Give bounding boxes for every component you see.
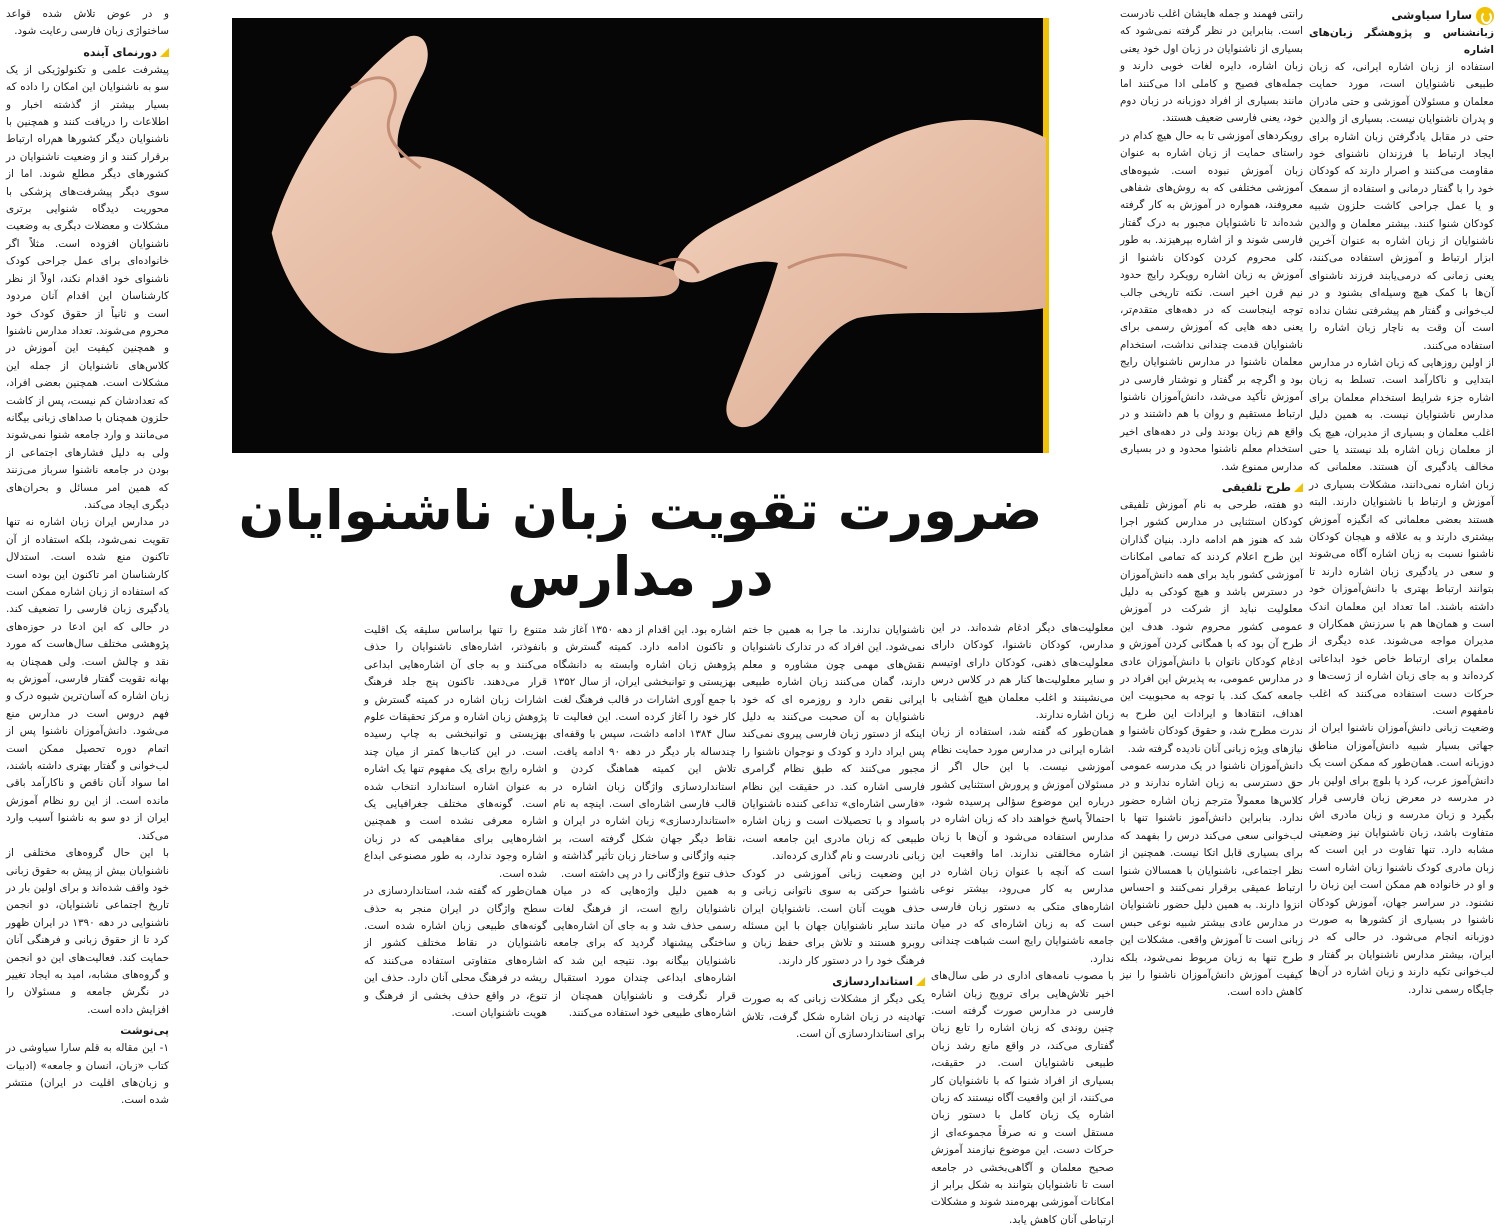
author-role: زبانشناس و پژوهشگر زبان‌های اشاره (1309, 27, 1494, 56)
paragraph: ۱- این مقاله به قلم سارا سیاوشی در کتاب «زبان، انسان و جامعه» (ادبیات و زبان‌های اقلیت در ایران) منتشر شده است. (6, 1042, 169, 1107)
headline-line-2: در مدارس (507, 545, 774, 608)
article-column-1 (1309, 6, 1494, 994)
paragraph: همان‌طور که گفته شد، استانداردسازی در سطح واژگان در ایران منجر به حذف گونه‌های طبیعی زبان اشاره شده است. ناشنوایان در نقاط مختلف کشور از اشاره‌های متفاوتی استفاده می‌کنند که ریشه در فرهنگ محلی آنان دارد. حذف این تنوع، در واقع حذف بخشی از فرهنگ و هویت ناشنوایان است. (364, 885, 547, 1019)
subheading-marker-icon (916, 977, 925, 986)
paragraph: رانتی فهمند و جمله هایشان اغلب نادرست است. بنابراین در نظر گرفته نمی‌شود که بسیاری از ناشنوایان در زبان اول خود یعنی زبان اشاره، دایره لغات خوبی دارند و جمله‌های فصیح و کاملی ادا می‌کنند اما مانند بسیاری از افراد دوزبانه در زبان دوم خود، یعنی فارسی ضعیف هستند. (1120, 8, 1303, 125)
publication-logo-icon (1476, 7, 1494, 25)
paragraph: از اولین روزهایی که زبان اشاره در مدارس ابتدایی و ناکارآمد است. تسلط به زبان اشاره جزء شرایط استخدام معلمان برای مدارس ناشنوایان نیست. به همین دلیل اغلب معلمان و بسیاری از مدیران، هیچ یک از معلمان زبان اشاره بلد نیستند یا حتی مخالف یادگیری آن هستند. معلمانی که زبان اشاره نمی‌دانند، مشکلات بسیاری در آموزش و ارتباط با ناشنوایان دارند. البته هستند بعضی معلمانی که انگیزه آموزش بیشتری دارند و به علاقه و هیجان کودکان ناشنوا نسبت به زبان اشاره آگاه می‌شوند و سعی در یادگیری زبان اشاره دارند تا بتوانند ارتباط بهتری با دانش‌آموزان خود داشته باشند. اما تعداد این معلمان اندک است و همان‌ها هم با سرزنش همکاران و مدیران مواجه می‌شوند. عده دیگری از معلمان برای ارتباط خاص خود ابداعاتی کرده‌اند و به جای زبان اشاره از ژست‌ها و حرکات دست استفاده می‌کنند که اغلب نامفهوم است. (1309, 356, 1494, 718)
paragraph: پیشرفت علمی و تکنولوژیکی از یک سو به ناشنوایان این امکان را داده که بسیار بیشتر از گذشته اخبار و اطلاعات را دریافت کنند و همچنین با ناشنوایان دیگر کشورها هم‌راه ارتباط برقرار کنند و از وضعیت ناشنوایان در کشورهای دیگر مطلع شوند. اما از سوی دیگر پیشرفت‌های پزشکی با محوریت دیدگاه شنوایی برتری مشکلات و معضلات دیگری به وضعیت ناشنوایان افزوده است. مثلاً اگر خانواده‌ای برای عمل جراحی کودک ناشنوای خود اقدام نکند، اولاً از نظر کارشناسان این اقدام آنان مردود است و ثانیاً از حقوق کودک خود محروم می‌شوند. تعداد مدارس ناشنوا و همچنین کیفیت این آموزش در کلاس‌های ناشنوایان از جمله این مشکلات است. همچنین بعضی افراد، که تعدادشان کم نیست، پس از کاشت حلزون همچنان با صداهای زبانی بیگانه می‌مانند و وارد جامعه شنوا نمی‌شوند ولی به دلیل فشارهای اجتماعی از بودن در جامعه ناشنوا سرباز می‌زنند که همین امر مسائل و بحران‌های دیگری ایجاد می‌کند. (6, 63, 169, 511)
headline (232, 478, 1049, 610)
article-column-5 (553, 622, 736, 1019)
paragraph: به همین دلیل واژه‌هایی که در میان ناشنوایان رایج است، از فرهنگ لغات رسمی حذف شد و به جای آن اشاره‌هایی ساختگی پیشنهاد گردید که برای جامعه ناشنوایان بیگانه بود. نتیجه این شد که اشاره‌های ابداعی چندان مورد استقبال قرار نگرفت و ناشنوایان همچنان از اشاره‌های طبیعی خود استفاده می‌کنند. (553, 885, 736, 1019)
paragraph: همان‌طور که گفته شد، استفاده از زبان اشاره ایرانی در مدارس مورد حمایت نظام آموزشی نیست. با این حال اگر از مسئولان آموزش و پرورش استثنایی کشور درباره این موضوع سؤالی پرسیده شود، احتمالاً پاسخ خواهند داد که زبان اشاره در مدارس استفاده می‌شود و آن‌ها با زبان اشاره مخالفتی ندارند. اما واقعیت این است که آنچه با عنوان زبان اشاره در مدارس به کار می‌رود، بیشتر نوعی اشاره‌های متکی به دستور زبان فارسی است که به زبان اشاره‌ای که در میان جامعه ناشنوایان رایج است شباهت چندانی ندارد. (931, 726, 1114, 965)
paragraph: ناشنوایان ندارند. ما جرا به همین جا ختم نمی‌شود. این افراد که در تدارک ناشنوایان نقش‌های مهمی چون مشاوره و معلم دارند، گمان می‌کنند زبان اشاره طبیعی ایرانی نقص دارد و روزمره ای که خود ناشنوایان به آن صحبت می‌کنند به دلیل اینکه از دستور زبان فارسی پیروی نمی‌کند پس ایراد دارد و کودک و نوجوان ناشنوا را مجبور می‌کنند که طبق نظام گرامری فارسی اشاره کند. در حقیقت این نظام «فارسی اشاره‌ای» تداعی کننده ناشنوایان باسواد و با تحصیلات است و زبان اشاره طبیعی که زبان مادری این جامعه است، زبانی نادرست و نام گذاری کرده‌اند. (742, 624, 925, 863)
headline-line-1: ضرورت تقویت زبان ناشنوایان (238, 479, 1043, 542)
paragraph: استفاده از زبان اشاره ایرانی، که زبان طبیعی ناشنوایان است، مورد حمایت معلمان و مسئولان آموزشی و حتی مادران و پدران ناشنوایان نیست. بسیاری از والدین حتی در مقابل یادگرفتن زبان اشاره برای ایجاد ارتباط با فرزندان ناشنوای خود مقاومت می‌کنند و اصرار دارند که کودکان خود را با گفتار درمانی و استفاده از سمعک و یا عمل جراحی کاشت حلزون شبیه کودکان شنوا کنند. بیشتر معلمان و والدین ناشنوایان از زبان اشاره به عنوان آخرین ابزار ارتباط و آموزش استفاده می‌کنند، یعنی زمانی که درمی‌یابند فرزند ناشنوای آن‌ها با کمک هیچ وسیله‌ای بشنود و در لب‌خوانی و گفتار هم پیشرفتی نشان نداده است آن وقت به ناچار زبان اشاره را استفاده می‌کنند. (1309, 61, 1494, 352)
subheading-marker-icon (1294, 483, 1303, 492)
subheading-standard: استانداردسازی (742, 972, 925, 991)
paragraph: رویکردهای آموزشی تا به حال هیچ کدام در راستای حمایت از زبان اشاره به عنوان زبان آموزش نبوده است. شیوه‌های آموزشی مختلفی که به روش‌های شفاهی معروفند، همواره در آموزش به کار گرفته شده‌اند تا ناشنوایان مجبور به درک گفتار فارسی شوند و از اشاره بپرهیزند. به طور کلی محروم کردن کودکان ناشنوا از آموزش به زبان اشاره رویکرد رایج حدود نیم قرن اخیر است. نکته تاریخی جالب توجه اینجاست که در دهه‌های متقدم‌تر، یعنی دهه هایی که آموزش رسمی برای ناشنوایان قدمت چندانی نداشت، استخدام معلمان ناشنوا در مدارس ناشنوایان رایج بود و اگرچه بر گفتار و نوشتار فارسی در آموزش تأکید می‌شد، دانش‌آموزان ناشنوا ارتباط مستقیم و روان با هم داشتند و در واقع هم زبان بودند ولی در دهه‌های اخیر استخدام معلم ناشنوا محدود و در بسیاری مدارس ممنوع شد. (1120, 129, 1303, 473)
paragraph: این وضعیت زبانی آموزشی در کودک ناشنوا حرکتی به سوی ناتوانی زبانی و حذف هویت آنان است. ناشنوایان ایران مانند سایر ناشنوایان جهان با این مسئله روبرو هستند و تلاش برای حفظ زبان و فرهنگ خود را در دستور کار دارند. (742, 867, 925, 967)
paragraph: اشاره بود. این اقدام از دهه ۱۳۵۰ آغاز شد و تاکنون ادامه دارد. کمیته گسترش و پژوهش زبان اشاره وابسته به دانشگاه بهزیستی و توانبخشی ایران، از سال ۱۳۵۲ با جمع آوری اشارات در قالب فرهنگ لغت کار خود را آغاز کرده است. این فعالیت تا سال ۱۳۸۴ ادامه داشت، سپس با وقفه‌ای چندساله بار دیگر در دهه ۹۰ ادامه یافت. تلاش این کمیته هماهنگ کردن و استانداردسازی واژگان زبان اشاره در قالب فارسی اشاره‌ای است. اینچه به نام «استانداردسازی» زبان اشاره در ایران و نقاط دیگر جهان شکل گرفته است، بر جنبه واژگانی و ساختار زبان تأثیر گذاشته و حذف تنوع واژگانی را در پی داشته است. (553, 624, 736, 880)
paragraph: یکی دیگر از مشکلات زبانی که به صورت تهادینه در زبان اشاره شکل گرفت، تلاش برای استانداردسازی آن است. (742, 993, 925, 1040)
subheading-future: دورنمای آینده (6, 43, 169, 62)
subheading-footnote: پی‌نوشت (120, 1024, 169, 1038)
paragraph: معلولیت‌های دیگر ادغام شده‌اند. در این مدارس، کودکان ناشنوا، کودکان دارای معلولیت‌های ذهنی، کودکان دارای اوتیسم و سایر معلولیت‌ها کنار هم در کلاس درس می‌نشینند و اغلب معلمان هیچ آشنایی با زبان اشاره ندارند. (931, 622, 1114, 722)
sign-language-hands-image (232, 18, 1043, 453)
paragraph: با این حال گروه‌های مختلفی از ناشنوایان بیش از پیش به حقوق زبانی خود واقف شده‌اند و برای اولین بار در تاریخ اجتماعی ناشنوایان، دو انجمن ناشنوایی در دهه ۱۳۹۰ در ایران ظهور کرد تا از حقوق زبانی و فرهنگی آنان حمایت کند. فعالیت‌های این دو انجمن و گروه‌های مشابه، امید به ایجاد تغییر در نگرش جامعه و مسئولان را افزایش داده است. (6, 847, 170, 1016)
paragraph: دانش‌آموزان ناشنوا در یک مدرسه عمومی حق دسترسی به زبان اشاره ندارند و در کلاس‌ها معمولاً مترجم زبان اشاره حضور ندارد. بنابراین دانش‌آموز ناشنوا تنها با لب‌خوانی سعی می‌کند درس را بفهمد که برای بسیاری قابل اتکا نیست. همچنین از نظر اجتماعی، ناشنوایان با همسالان شنوا ارتباط عمیقی برقرار نمی‌کنند و احساس انزوا دارند. به همین دلیل حضور ناشنوایان در مدارس عادی بیشتر شبیه نوعی حبس زبانی است تا آموزش واقعی. مشکلات این طرح تنها به زبان مربوط نمی‌شود، بلکه کیفیت آموزش دانش‌آموزان ناشنوا را نیز کاهش داده است. (1120, 760, 1303, 999)
paragraph: وضعیت زبانی دانش‌آموزان ناشنوا ایران از جهاتی بسیار شبیه دانش‌آموزان مناطق دوزبانه است. همان‌طور که ممکن است یک دانش‌آموز عرب، کرد یا بلوچ برای اولین بار در مدرسه در معرض زبان فارسی قرار بگیرد و زبان مدرسه و زبان مادری اش متفاوت باشد، زبان ناشنوایان نیز وضعیتی مشابه دارد. تنها تفاوت در این است که زبان مادری کودک ناشنوا زبان اشاره است و او در خانواده هم ممکن است این زبان را نشنود. در سراسر جهان، آموزش کودکان ناشنوا در بسیاری از کشورها به صورت دوزبانه انجام می‌شود. در حالی که در ایران، بیشتر مدارس ناشنوایان بر گفتار و لب‌خوانی تکیه دارند و زبان اشاره در آن‌ها جایگاه رسمی ندارد. (1309, 722, 1494, 996)
article-column-6 (364, 622, 547, 1019)
paragraph: در مدارس ایران زبان اشاره نه تنها تقویت نمی‌شود، بلکه استفاده از آن تاکنون منع شده است. استدلال کارشناسان امر تاکنون این بوده است که استفاده از زبان اشاره ممکن است یادگیری زبان فارسی را تضعیف کند. در حالی که این ادعا در حوزه‌های پژوهشی مختلف سال‌هاست که مورد نقد و چالش است. ولی همچنان به بهانه تقویت گفتار فارسی، آموزش به زبان اشاره که آسان‌ترین شیوه درک و فهم دروس است در مدارس منع می‌شود. دانش‌آموزان ناشنوا پس از اتمام دوره تحصیل ممکن است لب‌خوانی و گفتار بهتری داشته باشند، اما سواد آنان ناقص و ناکارآمد باقی مانده است. از این رو نظام آموزش ایران از دو سو به ناشنوا آسیب وارد می‌کند. (6, 516, 169, 842)
paragraph: و در عوض تلاش شده قواعد ساختواژی زبان فارسی رعایت شود. (6, 8, 169, 38)
article-column-2 (1120, 6, 1303, 999)
article-column-4 (742, 622, 925, 1040)
author-name: سارا سیاوشی (1309, 6, 1494, 25)
article-column-8 (6, 6, 170, 1107)
paragraph: با مصوب نامه‌های اداری در طی سال‌های اخیر تلاش‌هایی برای ترویج زبان اشاره فارسی در مدارس صورت گرفته است. چنین روندی که زبان اشاره را تابع زبان گفتاری می‌کند، در واقع مانع رشد زبان طبیعی ناشنوایان است. در حقیقت، بسیاری از افراد شنوا که با ناشنوایان کار می‌کنند، از این واقعیت آگاه نیستند که زبان اشاره یک زبان کامل با دستور زبان مستقل است و نه صرفاً مجموعه‌ای از حرکات دست. این موضوع نیازمند آموزش صحیح معلمان و آگاهی‌بخشی در جامعه است تا ناشنوایان بتوانند به شکل برابر از امکانات آموزشی بهره‌مند شوند و مشکلات ارتباطی آنان کاهش یابد. (931, 970, 1114, 1226)
paragraph: متنوع را تنها براساس سلیقه یک اقلیت بانفوذتر، اشاره‌های ناشنوایان را حذف می‌کنند و به جای آن اشاره‌هایی ابداعی قرار می‌دهند. تاکنون پنج جلد فرهنگ اشارات زبان اشاره در کمیته گسترش و پژوهش زبان اشاره و مرکز تحقیقات علوم بهزیستی و توانبخشی به چاپ رسیده است. در این کتاب‌ها کمتر از میان چند اشاره رایج برای یک مفهوم تنها یک اشاره به عنوان اشاره استاندارد انتخاب شده است. گونه‌های مختلف جغرافیایی یک اشاره معرفی نشده است و همچنین اشاره‌هایی برای مفاهیمی که در زبان اشاره وجود ندارد، به طور مصنوعی ابداع شده است. (364, 624, 547, 880)
paragraph: دو هفته، طرحی به نام آموزش تلفیقی کودکان استثنایی در مدارس کشور اجرا شد که هنوز هم ادامه دارد. بنیان گذاران این طرح اعلام کردند که تمامی امکانات آموزشی کشور باید برای همه دانش‌آموزان در دسترس باشد و هیچ کودکی به دلیل معلولیت نباید از شرکت در آموزش عمومی کشور محروم شود. هدف این طرح آن بود که با همگانی کردن آموزش و ادغام کودکان ناتوان با دانش‌آموزان عادی در مدارس عمومی، به پذیرش این افراد در جامعه کمک کند. با توجه به محبوبیت این اهداف، انتقادها و ایرادات این طرح به ندرت مطرح شد، و حقوق کودکان ناشنوا و نیازهای ویژه زبانی آنان نادیده گرفته شد. (1120, 498, 1303, 755)
subheading-plan: طرح تلفیقی (1120, 478, 1303, 497)
subheading-marker-icon (160, 48, 169, 57)
article-photo (232, 18, 1049, 453)
